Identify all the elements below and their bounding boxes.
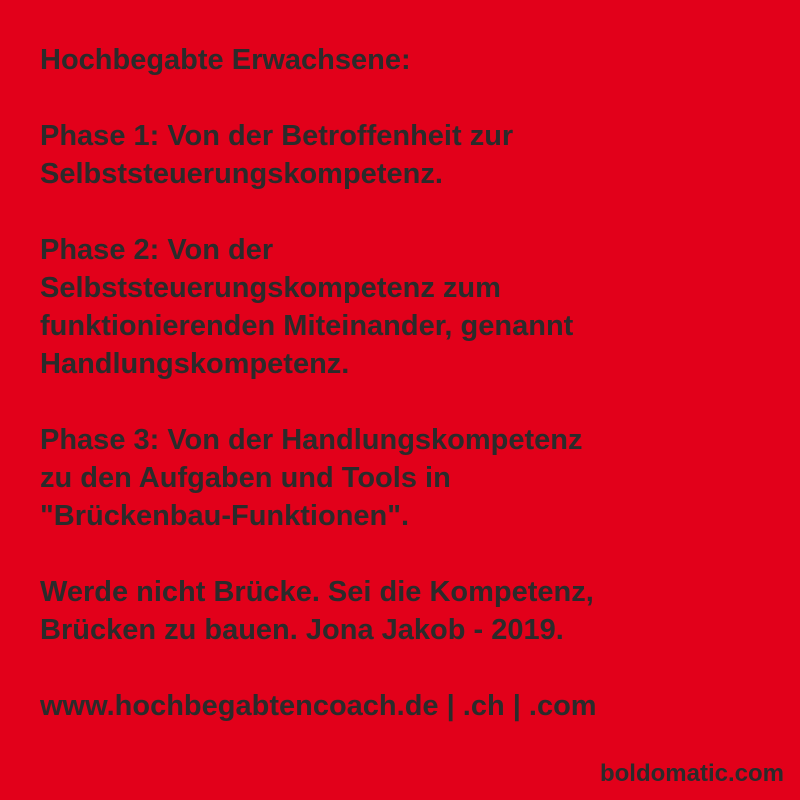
blank-line xyxy=(40,535,780,573)
quote-line: Brücken zu bauen. Jona Jakob - 2019. xyxy=(40,614,564,646)
blank-line xyxy=(40,79,780,117)
quote-line: Phase 1: Von der Betroffenheit zur xyxy=(40,120,514,152)
website-line: www.hochbegabtencoach.de | .ch | .com xyxy=(40,690,597,722)
quote-line: Selbststeuerungskompetenz zum xyxy=(40,272,501,304)
quote-line: funktionierenden Miteinander, genannt xyxy=(40,310,574,342)
blank-line xyxy=(40,383,780,421)
quote-text xyxy=(40,41,780,725)
quote-line: Werde nicht Brücke. Sei die Kompetenz, xyxy=(40,576,594,608)
quote-line: Selbststeuerungskompetenz. xyxy=(40,158,443,190)
quote-line: "Brückenbau-Funktionen". xyxy=(40,500,410,532)
boldomatic-watermark[interactable]: boldomatic.com xyxy=(599,760,784,787)
quote-line: Phase 2: Von der xyxy=(40,234,274,266)
blank-line xyxy=(40,193,780,231)
blank-line xyxy=(40,649,780,687)
quote-line: Hochbegabte Erwachsene: xyxy=(40,44,411,76)
quote-line: Handlungskompetenz. xyxy=(40,348,350,380)
quote-line: Phase 3: Von der Handlungskompetenz xyxy=(40,424,583,456)
quote-line: zu den Aufgaben und Tools in xyxy=(40,462,451,494)
